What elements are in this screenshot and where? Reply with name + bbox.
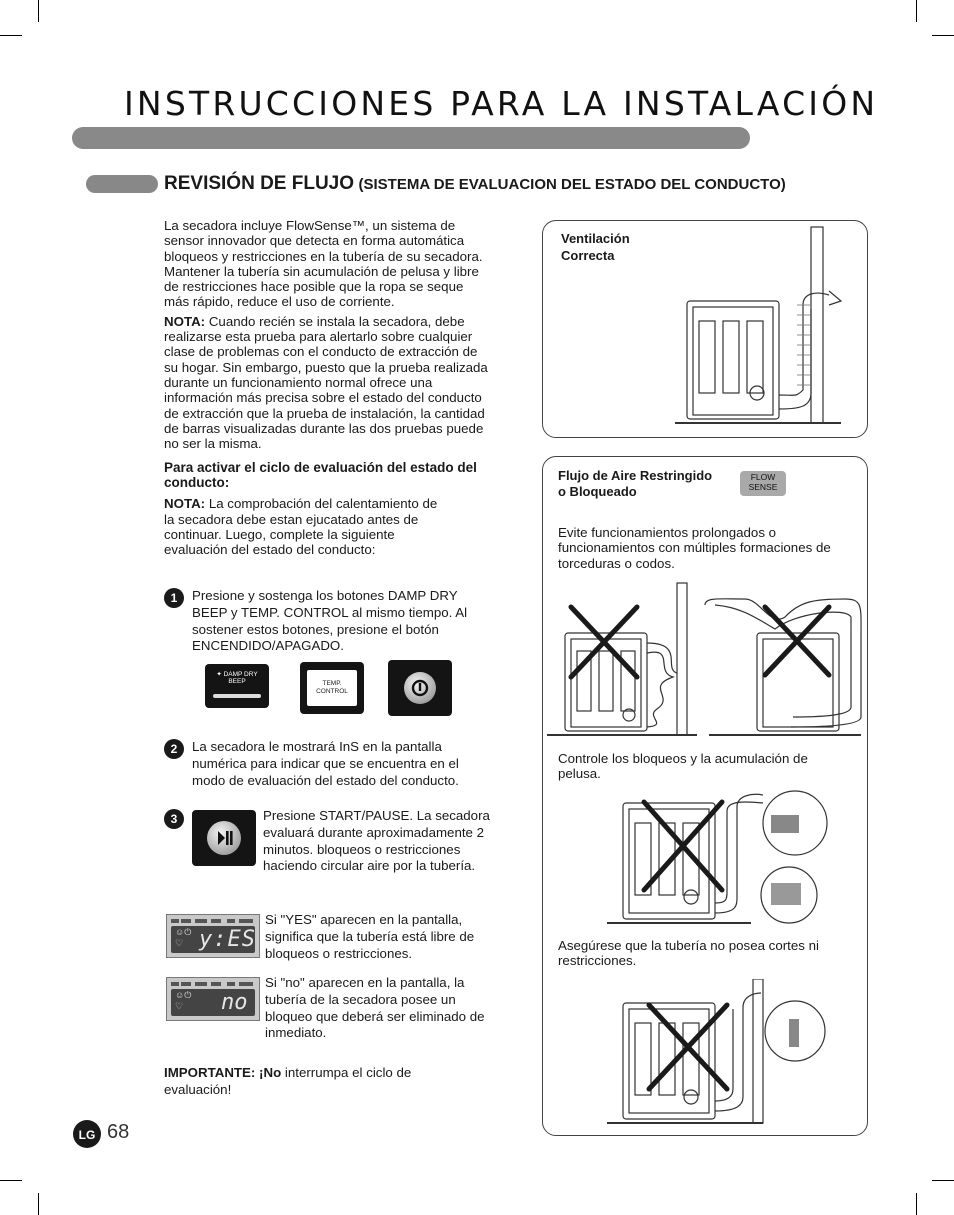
button-label <box>300 680 364 695</box>
section-heading <box>164 173 786 195</box>
display-readout: no <box>221 990 248 1015</box>
dryer-crushed-duct-drawing <box>603 979 865 1129</box>
activate-heading: Para activar el ciclo de evaluación del estado del conducto: <box>164 460 477 491</box>
step-number: 2 <box>164 739 184 759</box>
crop-mark <box>932 35 954 36</box>
title-bar <box>72 127 750 149</box>
dryer-kinked-duct-drawing <box>545 577 865 741</box>
note-text: Cuando recién se instala la secadora, debe realizarse esta prueba para alertarlo sobre cualquier clase de problemas con el conducto de extracción de su hogar. Sin embargo, puesto que la prueba realizada durante un funcionamiento normal ofrece una información más precisa sobre el estado del conducto de extracción que la prueba de instalación, la cantidad de barras visualizadas durante las dos pruebas puede no ser la misma. <box>164 313 488 452</box>
temp-control-button[interactable] <box>300 662 364 714</box>
play-pause-icon <box>205 819 243 857</box>
check-text: Controle los bloqueos y la acumulación de pelusa. <box>558 751 808 782</box>
display-status-icons: ☺⏻ ♡ <box>175 927 192 948</box>
crop-mark <box>38 1193 39 1215</box>
power-icon <box>402 670 438 706</box>
crop-mark <box>38 0 39 22</box>
note-paragraph-1 <box>164 314 489 452</box>
step3-text: Presione START/PAUSE. La secadora evaluará durante aproximadamente 2 minutos. bloqueos o restricciones haciendo circular aire por la tubería. <box>263 808 490 874</box>
flow-sense-badge <box>740 471 786 496</box>
avoid-text: Evite funcionamientos prolongados o funcionamientos con múltiples formaciones de torceduras o codos. <box>558 525 831 571</box>
display-indicator-row <box>171 981 255 987</box>
panel-label-line: o Bloqueado <box>558 484 637 499</box>
left-column <box>164 218 489 558</box>
section-heading-main: REVISIÓN DE FLUJO <box>164 173 355 194</box>
display-screen <box>171 926 255 953</box>
step2-text: La secadora le mostrará InS en la pantalla numérica para indicar que se encuentra en el modo de evaluación del estado del conducto. <box>192 739 459 788</box>
note-label: NOTA: <box>164 496 206 512</box>
crop-mark <box>0 35 22 36</box>
step-number: 3 <box>164 809 184 829</box>
section-pill <box>86 175 158 193</box>
note-text: La comprobación del calentamiento de la secadora debe estan ejucatado antes de continuar. Luego, complete la siguiente evaluación del estado del conducto: <box>164 496 438 558</box>
panel-label <box>558 468 712 500</box>
crop-mark <box>932 1180 954 1181</box>
button-label-line: BEEP <box>228 678 246 685</box>
page-number: 68 <box>107 1121 130 1143</box>
important-text: interrumpa el ciclo de evaluación! <box>164 1065 412 1097</box>
button-highlight-bar <box>213 694 261 698</box>
display-no <box>166 977 260 1021</box>
crop-mark <box>0 1180 22 1181</box>
yes-text: Si "YES" aparecen en la pantalla, significa que la tubería está libre de bloqueos o restricciones. <box>265 912 475 961</box>
ensure-text: Asegúrese que la tubería no posea cortes ni restricciones. <box>558 938 819 969</box>
page-title: INSTRUCCIONES PARA LA INSTALACIÓN <box>124 84 879 123</box>
step-number: 1 <box>164 588 184 608</box>
note-label: NOTA: <box>164 313 206 329</box>
no-text: Si "no" aparecen en la pantalla, la tubería de la secadora posee un bloqueo que deberá ser eliminado de inmediato. <box>265 975 485 1041</box>
button-label-line: CONTROL <box>316 687 348 695</box>
dryer-correct-vent-drawing <box>671 225 867 429</box>
panel-label-line: Correcta <box>561 248 615 263</box>
display-indicator-row <box>171 918 255 924</box>
button-label <box>205 671 269 685</box>
damp-dry-beep-button[interactable] <box>205 664 269 708</box>
logo-text: LG <box>78 1128 96 1142</box>
panel-label-line: Ventilación <box>561 231 630 246</box>
panel-label-line: Flujo de Aire Restringido <box>558 468 713 483</box>
section-heading-sub: (SISTEMA DE EVALUACION DEL ESTADO DEL CONDUCTO) <box>358 176 786 193</box>
button-label-line: TEMP. <box>322 680 342 687</box>
badge-line: SENSE <box>748 481 778 492</box>
panel-correct-venting <box>542 220 868 438</box>
button-label-line: ✦ DAMP DRY <box>216 671 258 678</box>
lg-logo-icon <box>72 1119 102 1149</box>
display-screen <box>171 989 255 1016</box>
intro-paragraph: La secadora incluye FlowSense™, un sistema de sensor innovador que detecta en forma automática bloqueos y restricciones en la tubería de su secadora. Mantener la tubería sin acumulación de pelusa y libre de restricciones hace posible que la ropa se seque más rápido, reduce el uso de corriente. <box>164 218 483 310</box>
display-yes <box>166 914 260 958</box>
note-paragraph-2 <box>164 496 449 557</box>
crop-mark <box>916 0 917 22</box>
power-button[interactable] <box>388 660 452 716</box>
lint-drawing-cross-mark <box>638 796 728 896</box>
crop-mark <box>916 1193 917 1215</box>
panel-label <box>561 230 630 264</box>
important-label: IMPORTANTE: ¡No <box>164 1065 282 1080</box>
display-status-icons: ☺⏻ ♡ <box>175 990 192 1011</box>
start-pause-button[interactable] <box>192 810 256 866</box>
step1-text: Presione y sostenga los botones DAMP DRY BEEP y TEMP. CONTROL al mismo tiempo. Al sostener estos botones, presione el botón ENCENDIDO/APAGADO. <box>192 588 468 654</box>
badge-line: FLOW <box>750 472 776 482</box>
important-note <box>164 1064 464 1098</box>
display-readout: y:ES <box>199 927 256 952</box>
